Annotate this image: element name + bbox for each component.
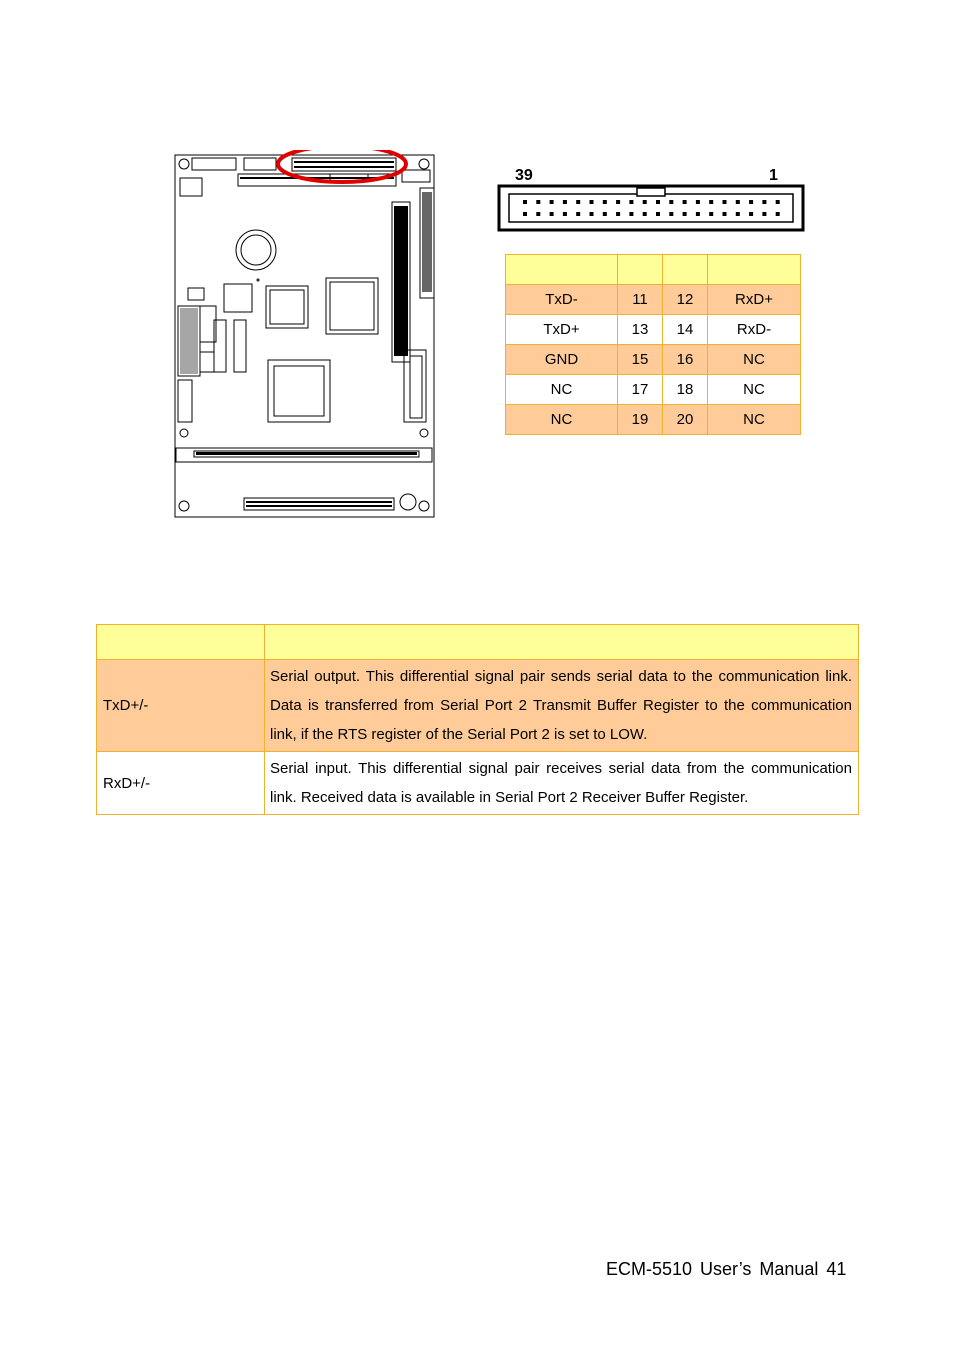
table-row: TxD+ 13 14 RxD-: [506, 315, 801, 345]
connector-pin: [736, 212, 740, 216]
table-row: NC 17 18 NC: [506, 375, 801, 405]
table-row: GND 15 16 NC: [506, 345, 801, 375]
connector-pin: [523, 200, 527, 204]
connector-pin: [749, 212, 753, 216]
connector-pin: [576, 212, 580, 216]
connector-pin: [523, 212, 527, 216]
connector-pin: [629, 212, 633, 216]
connector-pin: [603, 200, 607, 204]
signal-description: Serial output. This differential signal pair sends serial data to the communication link. Data is transferred from Serial Port 2 Transmit Buffer Register to the communication link, if the RTS register of the Serial Port 2 is set to LOW.: [265, 660, 859, 752]
signal-description: Serial input. This differential signal pair receives serial data from the communication link. Received data is available in Serial Port 2 Receiver Buffer Register.: [265, 752, 859, 815]
connector-pin: [696, 212, 700, 216]
table-row: TxD- 11 12 RxD+: [506, 285, 801, 315]
connector-pin: [709, 212, 713, 216]
connector-pin: [696, 200, 700, 204]
connector-pin: [669, 200, 673, 204]
connector-pin: [709, 200, 713, 204]
table-row: NC 19 20 NC: [506, 405, 801, 435]
pin-39-label: 39: [515, 167, 533, 184]
connector-pin: [749, 200, 753, 204]
connector-pin: [643, 200, 647, 204]
connector-pin: [643, 212, 647, 216]
connector-pin: [536, 200, 540, 204]
connector-pin: [629, 200, 633, 204]
connector-pin: [656, 200, 660, 204]
page-footer: ECM-5510 User’s Manual 41: [606, 1259, 847, 1279]
connector-pin: [536, 212, 540, 216]
connector-pin: [550, 200, 554, 204]
connector-pin: [683, 200, 687, 204]
connector-pin: [616, 212, 620, 216]
connector-pin: [762, 200, 766, 204]
connector-pin: [590, 200, 594, 204]
connector-pin: [550, 212, 554, 216]
pin-assignment-table: [505, 254, 801, 435]
connector-pin: [576, 200, 580, 204]
connector-pin: [776, 200, 780, 204]
desc-table-header: [97, 625, 859, 660]
connector-pin: [616, 200, 620, 204]
signal-name: RxD+/-: [97, 752, 265, 815]
connector-pin: [590, 212, 594, 216]
connector-diagram: [497, 160, 809, 232]
pin-1-label: 1: [769, 167, 778, 184]
connector-pin: [762, 212, 766, 216]
connector-pin: [683, 212, 687, 216]
connector-pin: [563, 200, 567, 204]
board-layout-diagram: [174, 150, 438, 520]
table-row: [97, 752, 859, 815]
connector-pin: [669, 212, 673, 216]
connector-pin: [736, 200, 740, 204]
signal-name: TxD+/-: [97, 660, 265, 752]
connector-pin: [656, 212, 660, 216]
connector-pin: [723, 212, 727, 216]
connector-pin: [723, 200, 727, 204]
connector-pin: [563, 212, 567, 216]
connector-pin: [776, 212, 780, 216]
connector-pin: [603, 212, 607, 216]
signal-description-table: [96, 624, 859, 815]
pin-table-header: [506, 255, 801, 285]
table-row: [97, 660, 859, 752]
